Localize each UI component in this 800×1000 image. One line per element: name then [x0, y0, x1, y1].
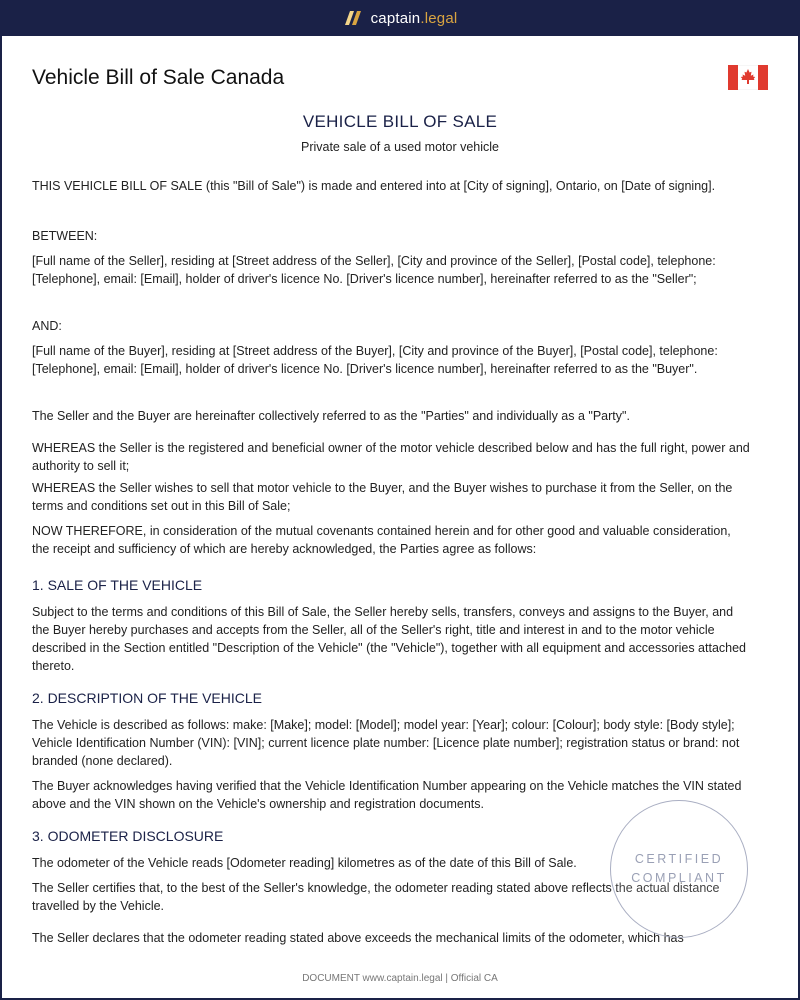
section-3-paragraph-1: The odometer of the Vehicle reads [Odometer reading] kilometres as of the date of this Bill of Sale. — [32, 856, 577, 870]
document-subheading: Private sale of a used motor vehicle — [300, 140, 500, 154]
page-footer: DOCUMENT www.captain.legal | Official CA — [302, 973, 498, 984]
section-1-paragraph: Subject to the terms and conditions of this Bill of Sale, the Seller hereby sells, transfers, conveys and assigns to the Buyer, and the Buyer hereby purchases and accepts from the Seller, all of the Seller's right, title and interest in and to the motor vehicle described in the Section entitled "Description of the Vehicle" (the "Vehicle"), together with all equipment and accessories attached thereto. — [32, 605, 746, 673]
intro-paragraph: THIS VEHICLE BILL OF SALE (this "Bill of Sale") is made and entered into at [City of signing], Ontario, on [Date of signing]. — [32, 179, 716, 193]
brand[interactable] — [343, 10, 458, 27]
captain-logo-icon — [343, 10, 363, 26]
certified-compliant-stamp — [610, 800, 748, 938]
page-title: Vehicle Bill of Sale Canada — [32, 66, 285, 89]
document-page — [2, 36, 798, 998]
section-1-title: 1. SALE OF THE VEHICLE — [32, 577, 203, 593]
section-3-paragraph-2: The Seller certifies that, to the best of the Seller's knowledge, the odometer reading stated above reflects the actual distance travelled by the Vehicle. — [32, 881, 720, 913]
whereas-clause-2: WHEREAS the Seller wishes to sell that motor vehicle to the Buyer, and the Buyer wishes to purchase it from the Seller, on the terms and conditions set out in this Bill of Sale; — [32, 481, 733, 513]
section-2-title: 2. DESCRIPTION OF THE VEHICLE — [32, 690, 263, 706]
brand-name: captain.legal — [370, 9, 458, 27]
between-label: BETWEEN: — [32, 229, 98, 243]
stamp-line-1: CERTIFIED — [634, 852, 724, 866]
buyer-party-paragraph: [Full name of the Buyer], residing at [Street address of the Buyer], [City and province of the Buyer], [Postal code], telephone: [Telephone], email: [Email], holder of driver's licence No. [Driver's licence number], hereinafter referred to as the "Buyer". — [32, 344, 718, 376]
top-bar — [0, 0, 800, 36]
section-3-title: 3. ODOMETER DISCLOSURE — [32, 828, 224, 844]
seller-party-paragraph: [Full name of the Seller], residing at [Street address of the Seller], [City and province of the Seller], [Postal code], telephone: [Telephone], email: [Email], holder of driver's licence No. [Driver's licence number], hereinafter referred to as the "Seller"; — [32, 254, 716, 286]
parties-definition: The Seller and the Buyer are hereinafter collectively referred to as the "Parties" and individually as a "Party". — [32, 409, 630, 423]
canada-flag-icon — [728, 65, 768, 90]
now-therefore-clause: NOW THEREFORE, in consideration of the mutual covenants contained herein and for other good and valuable consideration, the receipt and sufficiency of which are hereby acknowledged, the Parties agree as follows: — [32, 524, 731, 556]
section-2-paragraph-2: The Buyer acknowledges having verified that the Vehicle Identification Number appearing on the Vehicle matches the VIN stated above and the VIN shown on the Vehicle's ownership and registration documents. — [32, 779, 742, 811]
whereas-clause-1: WHEREAS the Seller is the registered and beneficial owner of the motor vehicle described below and has the full right, power and authority to sell it; — [32, 441, 750, 473]
and-label: AND: — [32, 319, 62, 333]
document-heading: VEHICLE BILL OF SALE — [302, 112, 498, 131]
section-2-paragraph-1: The Vehicle is described as follows: make: [Make]; model: [Model]; model year: [Year]; colour: [Colour]; body style: [Body style]; Vehicle Identification Number (VIN): [VIN]; current licence plate number: [Licence plate number]; registration status or brand: not branded (none declared). — [32, 718, 740, 768]
section-3-paragraph-3: The Seller declares that the odometer reading stated above exceeds the mechanical limits of the odometer, which has — [32, 931, 684, 945]
stamp-line-2: COMPLIANT — [631, 871, 727, 885]
